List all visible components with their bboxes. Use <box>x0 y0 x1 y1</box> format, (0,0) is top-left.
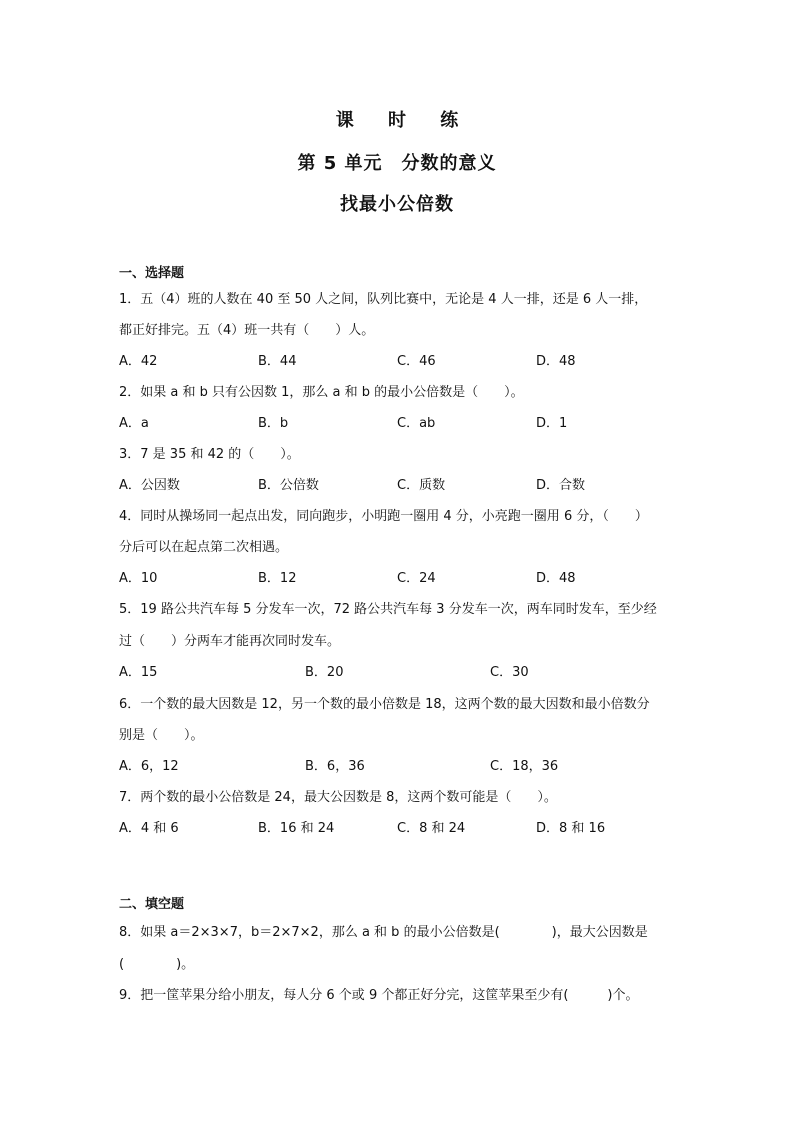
lesson-title: 找最小公倍数 <box>340 194 454 215</box>
question-3-option-d: D．合数 <box>536 478 586 493</box>
question-3-option-c: C．质数 <box>397 478 446 493</box>
question-8-text-cont: ( )。 <box>119 957 195 972</box>
doc-title: 课 时 练 <box>335 110 473 131</box>
question-8-text: 8．如果 a＝2×3×7，b＝2×7×2，那么 a 和 b 的最小公倍数是( )，最大公因数是 <box>119 925 648 940</box>
question-4-option-c: C．24 <box>397 571 436 586</box>
question-1-option-b: B．44 <box>258 354 297 369</box>
question-1-text: 1．五（4）班的人数在 40 至 50 人之间，队列比赛中，无论是 4 人一排，还是 6 人一排， <box>119 292 648 307</box>
question-6-option-b: B．6，36 <box>305 759 365 774</box>
unit-title: 第 5 单元 分数的意义 <box>297 153 497 174</box>
question-6-option-c: C．18，36 <box>490 759 559 774</box>
question-2-option-c: C．ab <box>397 416 436 431</box>
question-4-text-cont: 分后可以在起点第二次相遇。 <box>119 540 289 555</box>
section-fill-heading: 二、填空题 <box>119 897 185 912</box>
question-4-option-d: D．48 <box>536 571 576 586</box>
question-3-text: 3．7 是 35 和 42 的（ ）。 <box>119 447 300 462</box>
question-2-text: 2．如果 a 和 b 只有公因数 1，那么 a 和 b 的最小公倍数是（ ）。 <box>119 385 524 400</box>
question-2-option-a: A．a <box>119 416 149 431</box>
question-5-text: 5．19 路公共汽车每 5 分发车一次，72 路公共汽车每 3 分发车一次，两车同时发车，至少经 <box>119 602 657 617</box>
question-6-text: 6．一个数的最大因数是 12，另一个数的最小倍数是 18，这两个数的最大因数和最小倍数分 <box>119 697 650 712</box>
question-1-option-c: C．46 <box>397 354 436 369</box>
question-5-text-cont: 过（ ）分两车才能再次同时发车。 <box>119 634 341 649</box>
question-5-option-a: A．15 <box>119 665 158 680</box>
question-2-option-b: B．b <box>258 416 289 431</box>
question-5-option-b: B．20 <box>305 665 344 680</box>
question-1-option-a: A．42 <box>119 354 158 369</box>
question-6-option-a: A．6，12 <box>119 759 179 774</box>
question-6-text-cont: 别是（ ）。 <box>119 728 204 743</box>
question-3-option-b: B．公倍数 <box>258 478 319 493</box>
question-2-option-d: D．1 <box>536 416 568 431</box>
section-choice-heading: 一、选择题 <box>119 266 185 281</box>
question-7-text: 7．两个数的最小公倍数是 24，最大公因数是 8，这两个数可能是（ ）。 <box>119 790 557 805</box>
question-3-option-a: A．公因数 <box>119 478 180 493</box>
question-4-option-a: A．10 <box>119 571 158 586</box>
question-7-option-b: B．16 和 24 <box>258 821 335 836</box>
question-4-text: 4．同时从操场同一起点出发，同向跑步，小明跑一圈用 4 分，小亮跑一圈用 6 分，（ ） <box>119 509 648 524</box>
question-4-option-b: B．12 <box>258 571 297 586</box>
question-1-text-cont: 都正好排完。五（4）班一共有（ ）人。 <box>119 323 375 338</box>
question-7-option-d: D．8 和 16 <box>536 821 606 836</box>
question-5-option-c: C．30 <box>490 665 529 680</box>
question-7-option-c: C．8 和 24 <box>397 821 466 836</box>
question-9-text: 9．把一筐苹果分给小朋友，每人分 6 个或 9 个都正好分完，这筐苹果至少有( )个。 <box>119 988 639 1003</box>
question-1-option-d: D．48 <box>536 354 576 369</box>
question-7-option-a: A．4 和 6 <box>119 821 179 836</box>
